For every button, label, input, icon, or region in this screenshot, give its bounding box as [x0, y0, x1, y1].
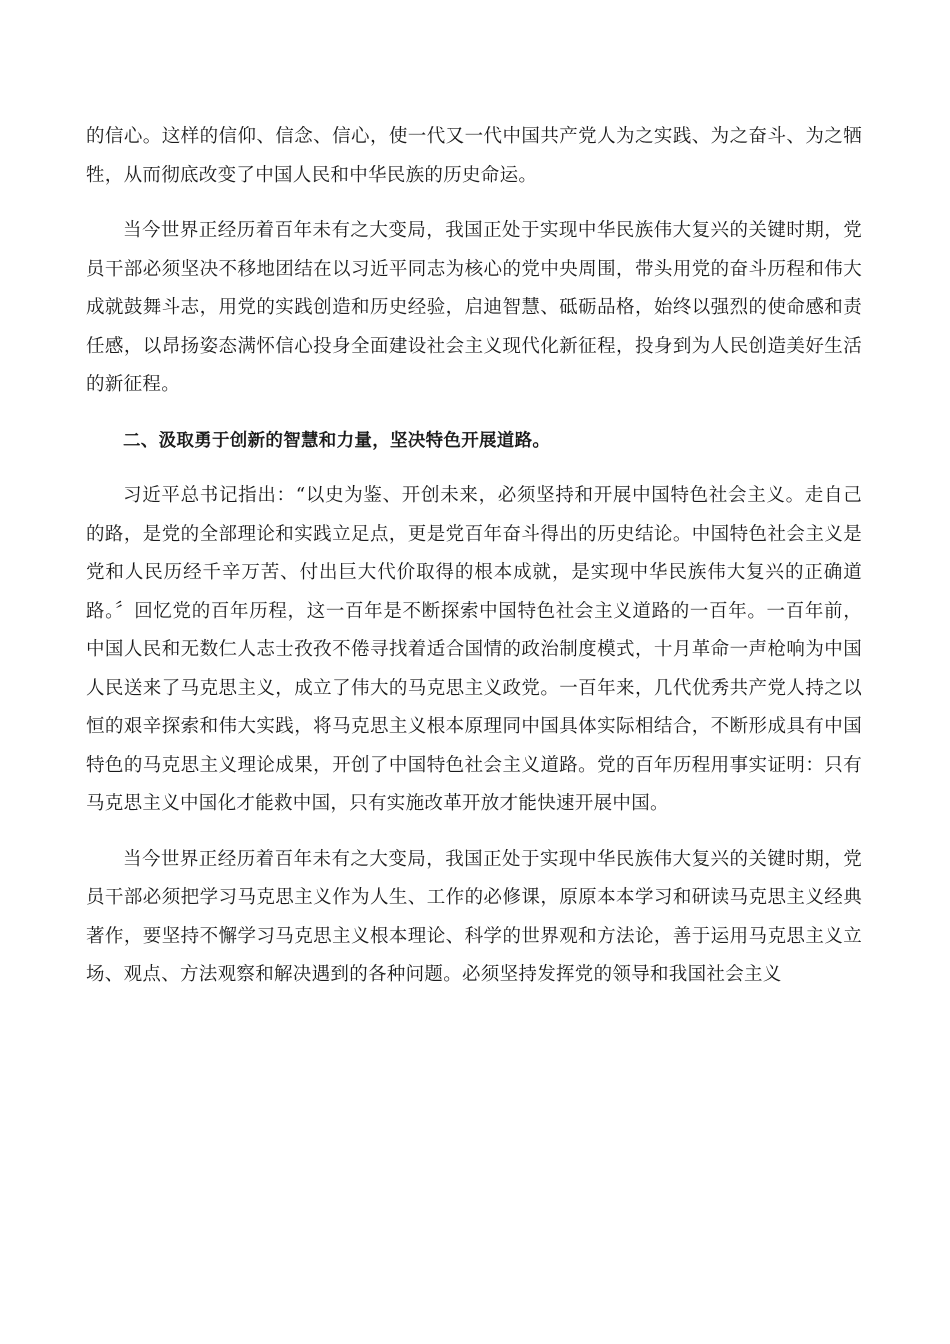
paragraph-current-situation: 当今世界正经历着百年未有之大变局，我国正处于实现中华民族伟大复兴的关键时期，党员干部必须坚决不移地团结在以习近平同志为核心的党中央周围，带头用党的奋斗历程和伟大成就鼓舞斗志，用党的实践创造和历史经验，启迪智慧、砥砺品格，始终以强烈的使命感和责任感，以昂扬姿态满怀信心投身全面建设社会主义现代化新征程，投身到为人民创造美好生活的新征程。: [86, 220, 862, 395]
paragraph-study-marxism: 当今世界正经历着百年未有之大变局，我国正处于实现中华民族伟大复兴的关键时期，党员干部必须把学习马克思主义作为人生、工作的必修课，原原本本学习和研读马克思主义经典著作，要坚持不懈学习马克思主义根本理论、科学的世界观和方法论，善于运用马克思主义立场、观点、方法观察和解决遇到的各种问题。必须坚持发挥党的领导和我国社会主义: [86, 848, 862, 985]
paragraph-continuation: 的信心。这样的信仰、信念、信心，使一代又一代中国共产党人为之实践、为之奋斗、为之牺牲，从而彻底改变了中国人民和中华民族的历史命运。: [86, 126, 862, 186]
section-heading: 二、汲取勇于创新的智慧和力量，坚决特色开展道路。: [123, 430, 551, 451]
paragraph-xi-quote: 习近平总书记指出：“以史为鉴、开创未来，必须坚持和开展中国特色社会主义。走自己的路，是党的全部理论和实践立足点，更是党百年奋斗得出的历史结论。中国特色社会主义是党和人民历经千辛万苦、付出巨大代价取得的根本成就，是实现中华民族伟大复兴的正确道路。〞回忆党的百年历程，这一百年是不断探索中国特色社会主义道路的一百年。一百年前，中国人民和无数仁人志士孜孜不倦寻找着适合国情的政治制度模式，十月革命一声枪响为中国人民送来了马克思主义，成立了伟大的马克思主义政党。一百年来，几代优秀共产党人持之以恒的艰辛探索和伟大实践，将马克思主义根本原理同中国具体实际相结合，不断形成具有中国特色的马克思主义理论成果，开创了中国特色社会主义道路。党的百年历程用事实证明：只有马克思主义中国化才能救中国，只有实施改革开放才能快速开展中国。: [86, 485, 862, 814]
document-page: [86, 118, 862, 995]
